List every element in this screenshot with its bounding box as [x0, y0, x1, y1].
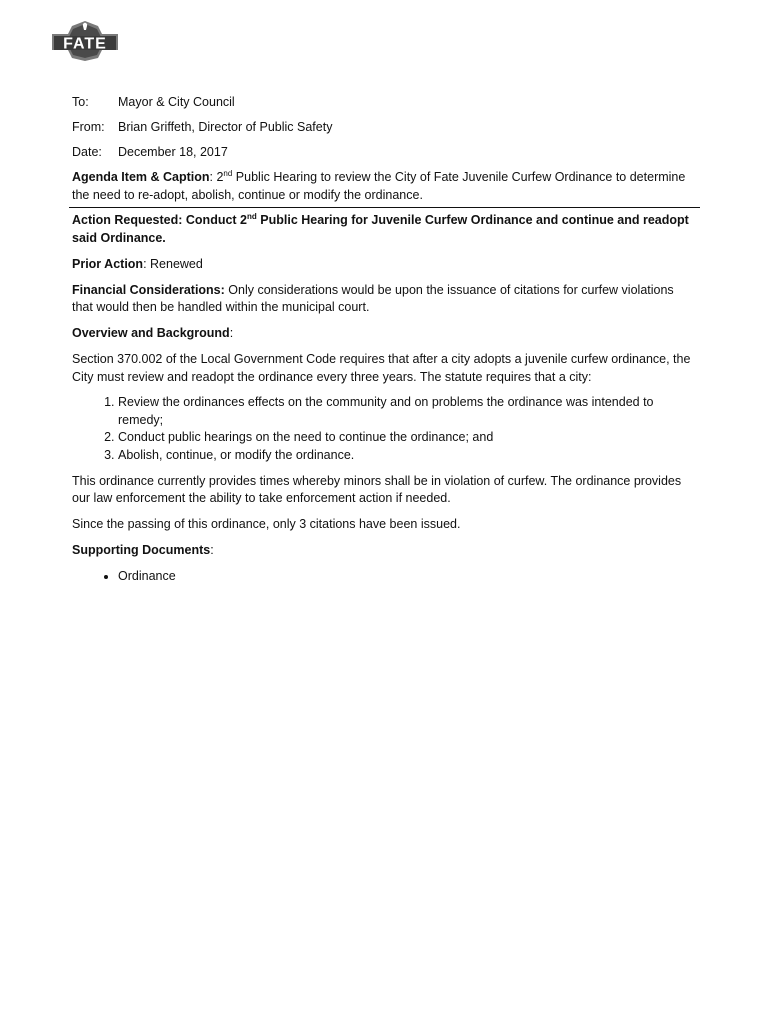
list-item: • Ordinance — [118, 568, 697, 586]
supporting-heading — [72, 542, 697, 560]
from-row — [72, 119, 697, 137]
overview-intro: Section 370.002 of the Local Government Code requires that after a city adopts a juvenile curfew ordinance, the City must review and readopt the ordinance every three years. The statute requires that a city: — [72, 352, 691, 384]
agenda-colon: : 2 — [209, 170, 224, 184]
financial-considerations — [72, 282, 697, 317]
logo-wordmark: FATE — [63, 35, 107, 53]
to-row — [72, 94, 697, 112]
date-value: December 18, 2017 — [118, 145, 228, 159]
agenda-label: Agenda Item & Caption — [72, 170, 210, 184]
financial-value: Only considerations would be upon the issuance of citations for curfew violations that would then be handled within the municipal court. — [72, 282, 674, 314]
fate-logo — [46, 20, 124, 62]
agenda-text: Public Hearing to review the City of Fate Juvenile Curfew Ordinance to determine the need to re-adopt, abolish, continue or modify the ordinance. — [72, 170, 686, 202]
list-item: 3. Abolish, continue, or modify the ordinance. — [118, 447, 697, 465]
action-requested — [72, 212, 697, 247]
overview-label: Overview and Background — [72, 326, 230, 340]
action-pre: Action Requested: Conduct 2 — [72, 213, 248, 227]
section-divider — [69, 207, 700, 208]
prior-value: : Renewed — [143, 256, 203, 271]
financial-label: Financial Considerations: — [72, 282, 225, 297]
overview-paragraph-2: This ordinance currently provides times whereby minors shall be in violation of curfew. The ordinance provides our law enforcement the ability to take enforcement action if needed. — [72, 473, 682, 505]
list-item: 2. Conduct public hearings on the need to continue the ordinance; and — [118, 429, 697, 447]
to-value: Mayor & City Council — [118, 95, 235, 109]
action-sup: nd — [247, 212, 257, 221]
requirements-list — [72, 394, 697, 464]
date-label: Date: — [72, 145, 102, 159]
action-post: Public Hearing for Juvenile Curfew Ordinance and continue and readopt said Ordinance. — [72, 213, 689, 245]
list-item: 1. Review the ordinances effects on the community and on problems the ordinance was intended to remedy; — [118, 394, 697, 429]
overview-heading — [72, 325, 697, 343]
prior-action — [72, 256, 697, 274]
agenda-sup: nd — [223, 169, 233, 178]
supporting-colon: : — [210, 543, 214, 557]
from-value: Brian Griffeth, Director of Public Safety — [118, 120, 333, 134]
overview-colon: : — [229, 326, 234, 340]
memo-body — [72, 94, 697, 585]
overview-paragraph-3: Since the passing of this ordinance, only 3 citations have been issued. — [72, 517, 461, 531]
agenda-item — [72, 169, 697, 204]
supporting-label: Supporting Documents — [72, 543, 211, 557]
prior-label: Prior Action — [72, 256, 144, 271]
date-row — [72, 144, 697, 162]
to-label: To: — [72, 95, 89, 109]
supporting-list — [72, 568, 697, 586]
from-label: From: — [72, 120, 105, 134]
